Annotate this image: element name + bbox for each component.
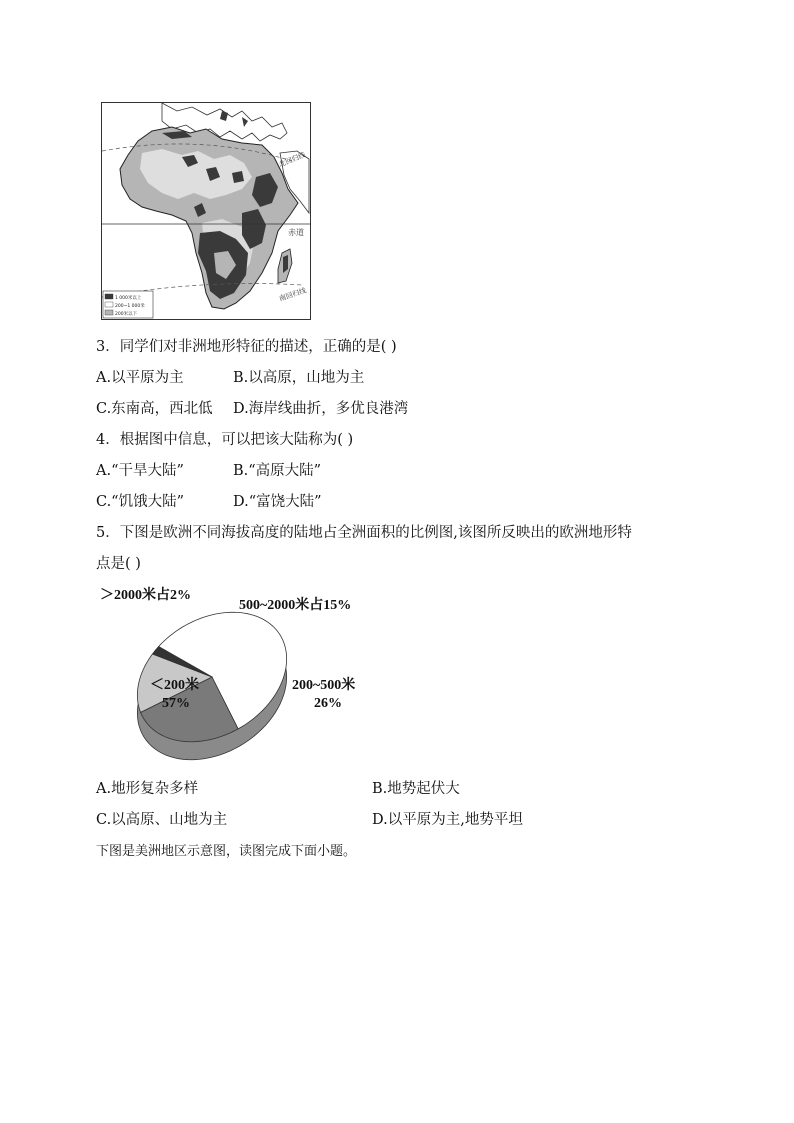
- legend-text-high: 1 000米以上: [115, 296, 142, 301]
- question-5-option-d[interactable]: D.以平原为主,地势平坦: [372, 812, 523, 828]
- legend-swatch-mid: [105, 302, 113, 307]
- europe-elevation-pie-chart: [96, 585, 396, 770]
- map-legend: [103, 291, 153, 318]
- legend-swatch-low: [105, 310, 113, 315]
- question-5-option-b[interactable]: B.地势起伏大: [372, 781, 460, 797]
- question-5-option-a[interactable]: A.地形复杂多样: [96, 781, 199, 797]
- question-4-option-a[interactable]: A.“干旱大陆”: [96, 463, 184, 479]
- legend-swatch-high: [105, 294, 113, 299]
- question-4-stem: 4．根据图中信息，可以把该大陆称为( ): [96, 432, 354, 448]
- pie-label-500-2000: 500~2000米占15%: [239, 598, 352, 613]
- africa-map-svg: [102, 103, 310, 319]
- tropic-capricorn-label: 南回归线: [278, 286, 308, 303]
- pie-label-lt200-value: 57%: [162, 696, 190, 711]
- question-5-stem-line-2: 点是( ): [96, 556, 141, 572]
- question-3-option-d[interactable]: D.海岸线曲折，多优良港湾: [233, 401, 409, 417]
- question-3-option-a[interactable]: A.以平原为主: [96, 370, 184, 386]
- pie-label-gt2000: ＞2000米占2%: [100, 588, 191, 603]
- question-4-option-c[interactable]: C.“饥饿大陆”: [96, 494, 185, 510]
- legend-text-mid: 200~1 000米: [115, 304, 145, 309]
- question-4-option-b[interactable]: B.“高原大陆”: [233, 463, 322, 479]
- pie-label-200-500-value: 26%: [314, 696, 342, 711]
- tropic-cancer-label: 北回归线: [277, 150, 307, 169]
- question-3-option-c[interactable]: C.东南高，西北低: [96, 401, 213, 417]
- highland-sahara-3: [232, 171, 244, 183]
- question-3-stem: 3．同学们对非洲地形特征的描述，正确的是( ): [96, 339, 397, 355]
- equator-label: 赤道: [288, 228, 304, 237]
- question-4-option-d[interactable]: D.“富饶大陆”: [233, 494, 322, 510]
- pie-label-lt200-name: ＜200米: [150, 678, 199, 693]
- question-3-option-b[interactable]: B.以高原，山地为主: [233, 370, 365, 386]
- question-5-stem-line-1: 5．下图是欧洲不同海拔高度的陆地占全洲面积的比例图,该图所反映出的欧洲地形特: [96, 525, 632, 541]
- question-5-option-c[interactable]: C.以高原、山地为主: [96, 812, 228, 828]
- legend-text-low: 200米以下: [115, 312, 138, 317]
- pie-label-200-500-name: 200~500米: [292, 678, 356, 693]
- africa-terrain-map: [101, 102, 311, 320]
- americas-section-intro: 下图是美洲地区示意图，读图完成下面小题。: [96, 844, 357, 859]
